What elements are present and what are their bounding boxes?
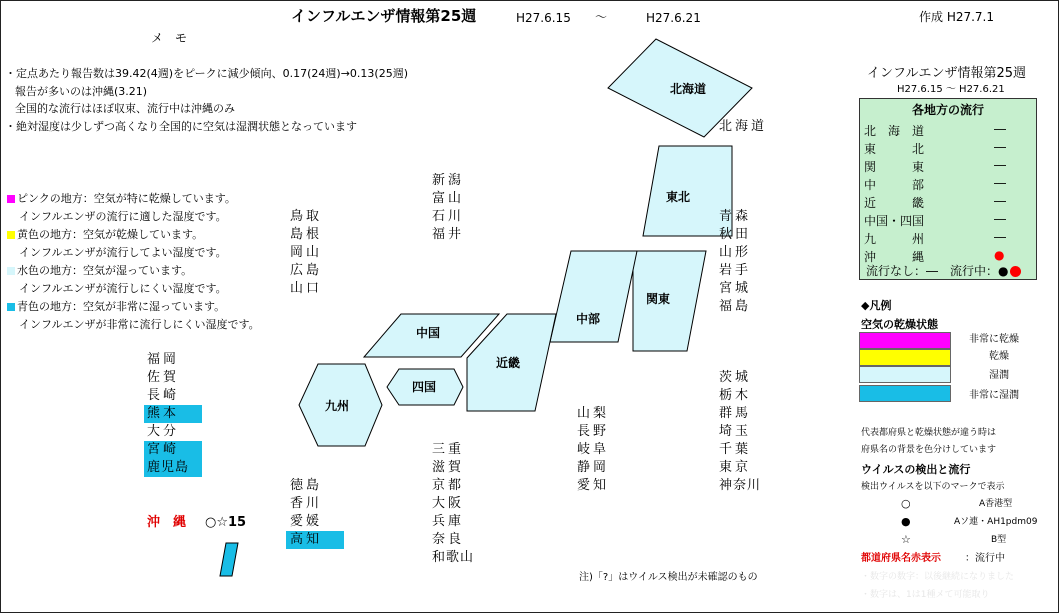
legend-label: 湿潤: [989, 370, 1009, 381]
faded-note: ・数字は、1は1種メて可能取り: [861, 590, 990, 600]
pref-nagano: 長野: [577, 424, 610, 439]
report-title: インフルエンザ情報第25週: [291, 7, 477, 25]
pref-shimane: 島根: [290, 227, 323, 242]
pref-niigata: 新潟: [432, 173, 465, 188]
red-display-suffix: ：流行中: [965, 553, 1005, 564]
date-from: H27.6.15: [516, 11, 571, 25]
pref-fukuoka: 福岡: [147, 352, 180, 367]
legend-note: 府県名の背景を色分けしています: [861, 445, 997, 455]
legend-label: 非常に湿潤: [969, 390, 1019, 401]
date-tilde: ～: [595, 10, 608, 24]
status-footer: 流行なし：― 流行中：●: [866, 264, 1009, 278]
status-row: [864, 212, 1034, 229]
pref-yamagata: 山形: [719, 245, 752, 260]
red-display-label: 都道府県名赤表示: [861, 553, 941, 564]
status-value: ―: [994, 158, 1006, 172]
status-value: ―: [994, 176, 1006, 190]
virus-subheading: 検出ウイルスを以下のマークで表示: [861, 482, 1005, 492]
pref-ibaraki: 茨城: [719, 370, 752, 385]
pref-hyogo: 兵庫: [432, 514, 465, 529]
humidity-note: インフルエンザが流行しにくい湿度です。: [19, 282, 227, 295]
pref-osaka: 大阪: [432, 496, 465, 511]
pref-fukui: 福井: [432, 227, 465, 242]
footnote: 注)「?」はウイルス検出が未確認のもの: [579, 572, 758, 583]
pref-oita: 大分: [147, 424, 180, 439]
status-region: 近 畿: [864, 196, 925, 210]
region-label-tohoku: 東北: [666, 190, 691, 204]
status-value: ―: [994, 230, 1006, 244]
virus-label: Aソ連・AH1pdm09: [954, 517, 1038, 527]
status-row: [864, 194, 1034, 211]
region-label-hokkaido: 北海道: [670, 82, 707, 96]
status-region: 九 州: [864, 232, 925, 246]
status-row: [864, 158, 1034, 175]
humidity-note: インフルエンザの流行に適した湿度です。: [19, 210, 227, 223]
memo-heading: メ モ: [151, 31, 188, 45]
epidemic-dot-icon: [1010, 266, 1021, 277]
humidity-note: インフルエンザが非常に流行しにくい湿度です。: [19, 318, 260, 331]
memo-line: 全国的な流行はほぼ収束、流行中は沖縄のみ: [15, 102, 235, 115]
hongkong-mark-icon: ○: [901, 497, 911, 510]
pref-tokushima: 徳島: [290, 478, 323, 493]
humidity-note: 青色の地方：空気が非常に湿っています。: [17, 300, 226, 313]
pref-saga: 佐賀: [147, 370, 180, 385]
regional-status-table: [859, 98, 1037, 280]
humidity-note: 水色の地方：空気が湿っています。: [17, 264, 193, 277]
legend-heading: ◆凡例: [861, 299, 892, 312]
pref-aichi: 愛知: [577, 478, 610, 493]
pref-kochi: 高知: [290, 532, 323, 547]
region-label-kyushu: 九州: [325, 399, 350, 413]
pref-tottori: 鳥取: [290, 209, 323, 224]
memo-line: ・定点あたり報告数は39.42(4週)をピークに減少傾向、0.17(24週)→0.13(25週): [5, 67, 408, 80]
pref-okinawa: 沖 縄: [147, 515, 187, 530]
pref-miyazaki: 宮崎: [147, 442, 180, 457]
humidity-note: ピンクの地方：空気が特に乾燥しています。: [17, 192, 236, 205]
status-region: 北 海 道: [864, 124, 925, 138]
status-value: ―: [994, 212, 1006, 226]
pref-miyagi: 宮城: [719, 281, 752, 296]
status-row: [864, 230, 1034, 247]
status-value-active: ●: [994, 248, 1005, 262]
status-value: ―: [994, 122, 1006, 136]
region-label-kanto: 関東: [646, 292, 671, 306]
faded-note: ・数字の数字：以後継続になりました: [861, 572, 1015, 582]
pref-toyama: 富山: [432, 191, 465, 206]
pref-tochigi: 栃木: [719, 388, 752, 403]
pref-yamaguchi: 山口: [290, 281, 323, 296]
status-region: 中 部: [864, 178, 925, 192]
status-region: 沖 縄: [864, 250, 925, 264]
pref-kagawa: 香川: [290, 496, 323, 511]
pref-gunma: 群馬: [719, 406, 752, 421]
legend-swatch: [859, 385, 951, 402]
status-region: 関 東: [864, 160, 925, 174]
pref-hiroshima: 広島: [290, 263, 323, 278]
region-label-shikoku: 四国: [412, 380, 437, 394]
virus-label: A香港型: [979, 499, 1013, 509]
legend-label: 乾燥: [989, 351, 1009, 362]
panel-dates: H27.6.15 ～ H27.6.21: [897, 84, 1005, 95]
pref-nara: 奈良: [432, 532, 465, 547]
pref-tokyo: 東京: [719, 460, 752, 475]
legend-subheading: 空気の乾燥状態: [861, 318, 938, 331]
status-region: 東 北: [864, 142, 925, 156]
pref-chiba: 千葉: [719, 442, 752, 457]
pref-nagasaki: 長崎: [147, 388, 180, 403]
humidity-note: インフルエンザが流行してよい湿度です。: [19, 246, 227, 259]
legend-note: 代表都府県と乾燥状態が違う時は: [861, 428, 997, 438]
pref-yamanashi: 山梨: [577, 406, 610, 421]
region-label-chugoku: 中国: [416, 326, 441, 340]
pref-shiga: 滋賀: [432, 460, 465, 475]
pref-ishikawa: 石川: [432, 209, 465, 224]
h1pdm-mark-icon: ●: [901, 515, 911, 528]
pref-wakayama: 和歌山: [432, 550, 475, 565]
pref-gifu: 岐阜: [577, 442, 610, 457]
okinawa-virus-marks: ○☆15: [205, 515, 247, 530]
date-to: H27.6.21: [646, 11, 701, 25]
status-row: [864, 176, 1034, 193]
pref-akita: 秋田: [719, 227, 752, 242]
memo-line: ・絶対湿度は少しずつ高くなり全国的に空気は湿潤状態となっています: [5, 120, 357, 133]
status-heading: 各地方の流行: [912, 103, 985, 117]
region-chubu: [550, 251, 637, 342]
memo-line: 報告が多いのは沖縄(3.21): [15, 85, 148, 98]
legend-swatch: [859, 349, 951, 366]
humidity-note: 黄色の地方：空気が乾燥しています。: [17, 228, 204, 241]
legend-swatch: [859, 366, 951, 383]
pref-okayama: 岡山: [290, 245, 323, 260]
b-type-mark-icon: ☆: [901, 533, 911, 546]
status-region: 中国・四国: [864, 214, 925, 228]
pref-hokkaido: 北海道: [719, 119, 768, 134]
status-row: [864, 140, 1034, 157]
pref-kyoto: 京都: [432, 478, 465, 493]
legend-label: 非常に乾燥: [969, 334, 1019, 345]
virus-label: B型: [991, 535, 1007, 545]
region-label-chubu: 中部: [576, 312, 601, 326]
region-label-kinki: 近畿: [496, 356, 521, 370]
panel-title: インフルエンザ情報第25週: [867, 66, 1027, 81]
pref-ehime: 愛媛: [290, 514, 323, 529]
pref-saitama: 埼玉: [719, 424, 752, 439]
region-okinawa: [220, 543, 238, 576]
pref-shizuoka: 静岡: [577, 460, 610, 475]
pref-mie: 三重: [432, 442, 465, 457]
pref-fukushima: 福島: [719, 299, 752, 314]
status-value: ―: [994, 194, 1006, 208]
status-row: [864, 122, 1034, 139]
status-value: ―: [994, 140, 1006, 154]
pref-kanagawa: 神奈川: [719, 478, 762, 493]
legend-swatch: [859, 332, 951, 349]
pref-kumamoto: 熊本: [147, 406, 180, 421]
status-row: [864, 248, 1034, 265]
created-date: 作成 H27.7.1: [919, 10, 995, 24]
virus-heading: ウイルスの検出と流行: [861, 463, 971, 476]
pref-kagoshima: 鹿児島: [147, 460, 190, 475]
pref-aomori: 青森: [719, 209, 752, 224]
pref-iwate: 岩手: [719, 263, 752, 278]
